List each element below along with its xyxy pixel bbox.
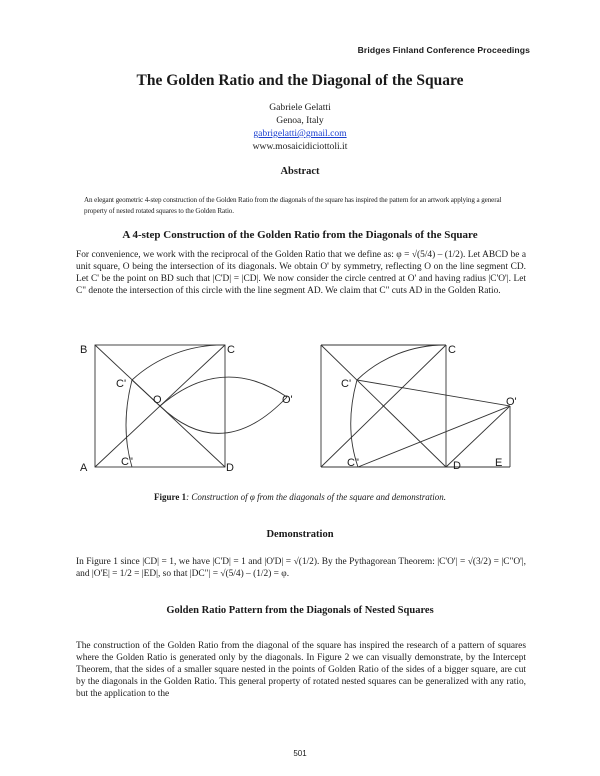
left-lens-bottom: [160, 397, 287, 433]
section2-paragraph: [76, 640, 526, 700]
paper-title: The Golden Ratio and the Diagonal of the Square: [136, 72, 464, 89]
left-label-cprime: C': [116, 378, 127, 390]
left-arc-c-dprime: [126, 380, 132, 467]
right-label-d: D: [453, 460, 461, 472]
section2-heading: Golden Ratio Pattern from the Diagonals of Nested Squares: [166, 605, 434, 616]
conference-header: Bridges Finland Conference Proceedings: [357, 45, 530, 55]
figure1: [72, 335, 532, 480]
author-website: www.mosaicidiciottoli.it: [252, 141, 348, 152]
right-label-cprime: C': [341, 378, 352, 390]
author-location: Genoa, Italy: [276, 115, 324, 126]
right-label-oprime: O': [506, 396, 517, 408]
right-label-c: C: [448, 344, 456, 356]
demonstration-heading: Demonstration: [266, 529, 334, 540]
left-label-c: C: [227, 344, 235, 356]
figure1-caption-text: : Construction of φ from the diagonals of the square and demonstration.: [186, 492, 446, 502]
left-label-oprime: O': [282, 394, 293, 406]
right-arc-c-dprime: [351, 380, 358, 467]
abstract-heading: Abstract: [280, 166, 320, 177]
section1-paragraph: [76, 249, 526, 297]
left-label-b: B: [80, 344, 88, 356]
right-arc-d: [357, 345, 446, 380]
section2-text: The construction of the Golden Ratio from the diagonal of the square has inspired the research of a pattern of squares where the Golden Ratio is generated only by the diagonals. In Figure 2 we can visually demonstrate, by the Intercept Theorem, that the sides of a smaller square nested in the points of Golden Ratio of the sides of a bigger square, are cut by the diagonals in the Golden Ratio. This general property of rotated nested squares can be generalized with any ratio, but the application to the: [76, 641, 526, 700]
left-label-d: D: [226, 462, 234, 474]
left-lens-top: [160, 377, 287, 406]
right-label-e: E: [495, 457, 503, 469]
abstract-text: An elegant geometric 4-step construction of the Golden Ratio from the diagonals of the square has inspired the pattern for an artwork applying a general property of nested rotated squares to the Golden Ratio.: [84, 196, 502, 215]
section1-heading: A 4-step Construction of the Golden Ratio from the Diagonals of the Square: [122, 229, 478, 241]
author-email-line: [0, 128, 600, 139]
demonstration-paragraph: [76, 556, 526, 580]
section1-text: For convenience, we work with the reciprocal of the Golden Ratio that we define as: φ = √(5/4) – (1/2). Let ABCD be a unit square, O being the intersection of its diagonals. We obtain O' by symmetry, reflecting O on the line segment CD. Let C' be the point on BD such that |C'D| = |CD|. We now consider the circle centred at O' and having radius |C'O'|. Let C" denote the intersection of this circle with the line segment AD. We claim that C" cuts AD in the Golden Ratio.: [76, 250, 526, 297]
left-label-cdprime: C": [121, 456, 133, 468]
page-number: 501: [293, 749, 307, 758]
figure1-caption-label: Figure 1: [154, 492, 187, 502]
demonstration-text: In Figure 1 since |CD| = 1, we have |C'D| = 1 and |O'D| = √(1/2). By the Pythagorean Theorem: |C'O'| = √(3/2) = |C"O'|, and |O'E| = 1/2 = |ED|, so that |DC"| = √(5/4) – (1/2) = φ.: [76, 557, 526, 580]
author-name: Gabriele Gelatti: [269, 102, 331, 113]
left-label-o: O: [153, 394, 162, 406]
left-arc-d: [132, 345, 225, 380]
left-label-a: A: [80, 462, 88, 474]
right-segment-cdprime-oprime: [358, 406, 510, 467]
figure1-caption: [0, 492, 600, 502]
right-label-cdprime: C": [347, 457, 359, 469]
author-email-link[interactable]: gabrigelatti@gmail.com: [253, 128, 347, 139]
